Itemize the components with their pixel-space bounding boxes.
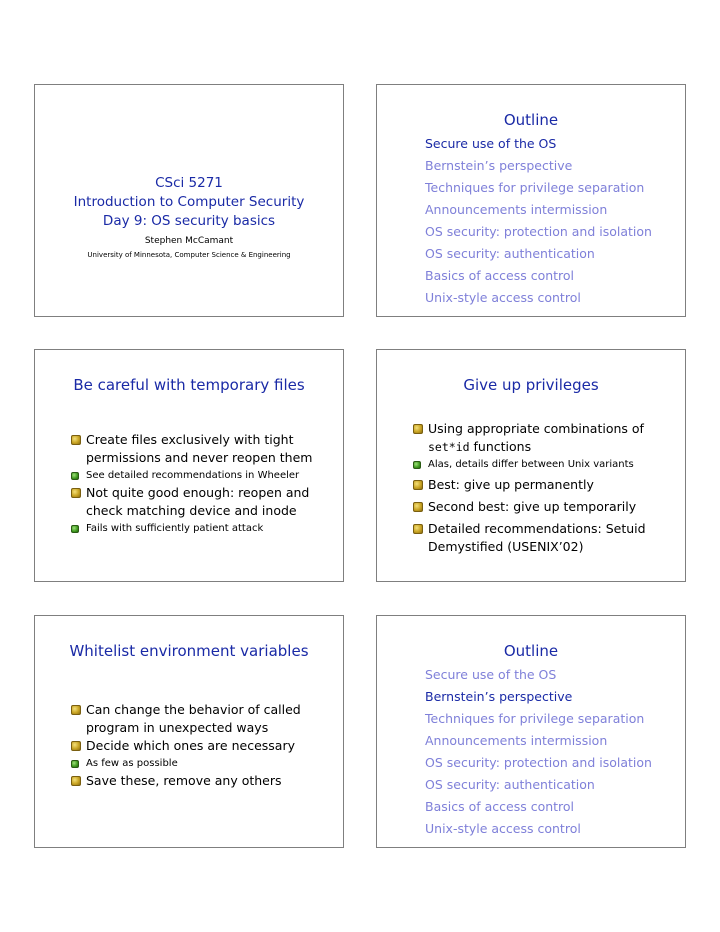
course-name: Introduction to Computer Security xyxy=(73,194,305,210)
bullet-icon xyxy=(413,480,423,490)
outline-item: OS security: protection and isolation xyxy=(425,755,652,770)
outline-item: Techniques for privilege separation xyxy=(425,180,645,195)
outline-item: Announcements intermission xyxy=(425,202,608,217)
sub-bullet-icon xyxy=(413,461,421,469)
author: Stephen McCamant xyxy=(144,236,234,246)
bullet-list xyxy=(71,701,337,790)
sub-bullet-icon xyxy=(71,472,79,480)
slide-outline-1 xyxy=(376,84,686,317)
outline-item: Unix-style access control xyxy=(425,821,581,836)
outline-item: OS security: authentication xyxy=(425,777,595,792)
bullet-item: Second best: give up temporarily xyxy=(413,498,679,516)
outline-item: Announcements intermission xyxy=(425,733,608,748)
slide-title-text: Outline xyxy=(503,111,559,129)
bullet-item: Detailed recommendations: Setuid Demystified (USENIX’02) xyxy=(413,520,679,556)
outline-item: Techniques for privilege separation xyxy=(425,711,645,726)
bullet-icon xyxy=(413,502,423,512)
outline-item: Basics of access control xyxy=(425,799,575,814)
affiliation: University of Minnesota, Computer Science & Engineering xyxy=(87,251,291,259)
slide-outline-2 xyxy=(376,615,686,848)
bullet-icon xyxy=(413,424,423,434)
sub-bullet-item: Alas, details differ between Unix variants xyxy=(349,456,679,473)
bullet-list xyxy=(71,431,337,537)
bullet-item: Using appropriate combinations of set*id functions xyxy=(413,420,679,456)
bullet-icon xyxy=(71,776,81,786)
outline-item: Secure use of the OS xyxy=(425,136,557,151)
outline-item: Secure use of the OS xyxy=(425,667,557,682)
outline-list xyxy=(425,664,652,840)
bullet-item: Not quite good enough: reopen and check matching device and inode xyxy=(71,484,337,520)
bullet-item: Can change the behavior of called program in unexpected ways xyxy=(71,701,337,737)
title-block xyxy=(35,174,343,262)
bullet-icon xyxy=(71,488,81,498)
slide-title-text: Outline xyxy=(503,642,559,660)
slide-give-up-privileges xyxy=(376,349,686,582)
bullet-icon xyxy=(71,705,81,715)
outline-item: Unix-style access control xyxy=(425,290,581,305)
sub-bullet-item: Fails with sufficiently patient attack xyxy=(7,520,337,537)
bullet-item: Create files exclusively with tight permissions and never reopen them xyxy=(71,431,337,467)
outline-item: OS security: authentication xyxy=(425,246,595,261)
sub-bullet-item: See detailed recommendations in Wheeler xyxy=(7,467,337,484)
outline-list xyxy=(425,133,652,309)
slide-whitelist-env xyxy=(34,615,344,848)
bullet-icon xyxy=(71,741,81,751)
outline-item: Bernstein’s perspective xyxy=(425,158,573,173)
code-setid: set*id xyxy=(428,440,470,454)
slide-title-text: Be careful with temporary files xyxy=(73,376,305,394)
course-number: CSci 5271 xyxy=(155,175,223,191)
slide-title xyxy=(34,84,344,317)
outline-item: Basics of access control xyxy=(425,268,575,283)
bullet-item: Save these, remove any others xyxy=(71,772,337,790)
bullet-item: Decide which ones are necessary xyxy=(71,737,337,755)
bullet-icon xyxy=(413,524,423,534)
sub-bullet-icon xyxy=(71,760,79,768)
bullet-list xyxy=(413,420,679,556)
outline-item: Bernstein’s perspective xyxy=(425,689,573,704)
bullet-item: Best: give up permanently xyxy=(413,476,679,494)
lecture-title: Day 9: OS security basics xyxy=(102,213,276,229)
slide-temp-files xyxy=(34,349,344,582)
slide-title-text: Whitelist environment variables xyxy=(69,642,309,660)
outline-item: OS security: protection and isolation xyxy=(425,224,652,239)
slide-title-text: Give up privileges xyxy=(463,376,599,394)
bullet-icon xyxy=(71,435,81,445)
sub-bullet-icon xyxy=(71,525,79,533)
sub-bullet-item: As few as possible xyxy=(7,755,337,772)
